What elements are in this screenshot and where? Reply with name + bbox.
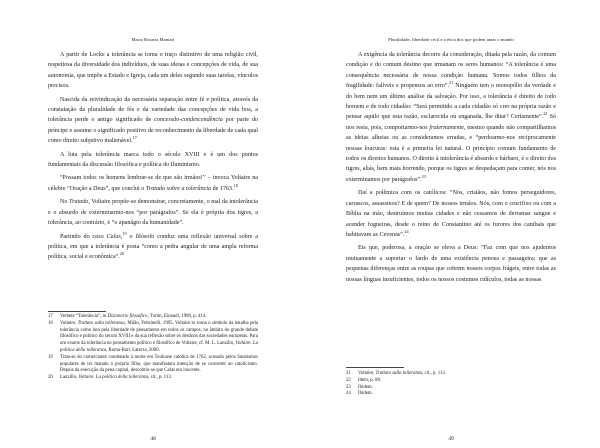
paragraph: A exigência da tolerância decorre da consideração, ditada pela razão, da comum condição e do comum destino que irmanam os seres humanos: “A tolerância é uma consequência necessária de nossa condição humana. Somos todos filhos da fragilidade: falíveis e propensos ao erro”.$^{21}$ Ninguém tem o monopólio da verdade e do bem nem um último análise da salvação. Por isso, a tolerância é direito de todo homem e de todo cidadão: “Será permitido a cada cidadão só crer na própria razão e pensar aquilo que esta razão, esclarecida ou enganada, lhe ditar? Certamente”.$^{22}$ Só nos resta, pois, comportarmo-nos fraternamente, mesmo quando não compartilhamos as ideias alheias ou as consideramos erradas, e “perdoarmo-nos reciprocamente nossas loucuras: esta é a primeira lei natural. O princípio comum fundamento de todos os direitos humanos. O direito à intolerância é absurdo e bárbaro, é o direito dos tigres, aliás, bem mais horrendo, porque os tigres se despedaçam para comer, nós nos exterminamos por parágrafos”.$^{23}$	[346, 52, 557, 183]
italic-text: Tratado sobre a tolerância	[145, 185, 212, 192]
italic-text: Trattato sulla tolleranza	[375, 371, 423, 376]
footnote-number: 21	[346, 371, 351, 376]
paragraph: No Tratado, Voltaire propõe-se demonstrar, concretamente, o mal da intolerância e o absurdo de exterminarmo-nos “por parágrafos”. Se ela é própria dos tigres, a tolerância, ao contrário, é “o apanágio da humanidade”.	[48, 199, 258, 227]
italic-text: Tratado	[69, 199, 89, 206]
paragraph: Partindo do caso Calas,$^{19}$ o filósofo conduz uma reflexão universal sobre a política, em que a tolerância é posta “como a pedra angular de uma ampla reforma política, social e econômica”.$^{20}$	[48, 230, 259, 261]
footnote-ref[interactable]: 24	[404, 228, 409, 234]
footnote-text: Lanzillo, Voltaire. La politica della tolleranza, cit., p. 113.	[60, 375, 172, 381]
footnote-number: 22	[346, 377, 351, 383]
italic-text: caso Calas	[92, 233, 121, 240]
footnote-ref[interactable]: 21	[449, 80, 454, 86]
footnote-number: 24	[346, 391, 351, 397]
running-header-right: Pluralidade, liberdade civil e a ética dos que podem amar o mundo	[388, 37, 514, 42]
italic-text: Voltaire. La politica della tolleranza	[78, 375, 149, 381]
footnote	[346, 391, 556, 398]
footnote	[48, 355, 258, 375]
footnote-ref[interactable]: 22	[543, 111, 548, 117]
footnote-text: Idem, p. 88.	[358, 377, 382, 383]
footnote-text: Voltaire, Trattato sulla tolleranza, Milão, Feltrinelli, 1995. Voltaire se torna o símbolo da batalha pela tolerância como luta pela liberdade de pensamento em todos os campos, no âmbito do grande debate filosófico e político do século XVIII e da sua reflexão sobre os destinos das sociedades europeias. Para um exame da tolerância no pensamento político e filosófico de Voltaire, cf. M. L. Lanzillo, Voltaire. La politica della tolleranza, Roma-Bari, Laterza, 2000.	[60, 320, 258, 353]
quote-paragraph: “Possam todos os homens lembrar-se de que são irmãos!” – invoca Voltaire na célebre “Oração a Deus”, que conclui o Tratado sobre a tolerância de 1763.18	[48, 175, 258, 192]
footnote-number: 17	[48, 314, 53, 319]
footnote-text: Ibidem.	[358, 384, 373, 390]
footnotes-right	[346, 371, 556, 398]
italic-text: concessão-condescendência	[154, 117, 223, 124]
footnote-text: Voltaire, Trattato sulla tolleranza, cit., p. 113.	[358, 371, 446, 376]
footnotes-left	[48, 314, 258, 382]
footnote-number: 20	[48, 375, 53, 381]
italic-text: Trattato sulla tolleranza	[77, 320, 125, 326]
page-number-left: 48	[150, 436, 156, 442]
footnote	[48, 375, 258, 382]
italic-text: Dizionario filosofico	[107, 314, 148, 319]
footnote-ref[interactable]: 19	[122, 230, 127, 236]
footnote-text: Ibidem.	[358, 391, 373, 397]
running-header-left: Maria Rosaria Maniari	[131, 37, 175, 42]
footnote-ref[interactable]: 23	[421, 173, 426, 179]
paragraph: Daí a polêmica com os católicos: “Nós, cristãos, não fomos perseguidores, carrascos, assassinos? E de quem? De nossos irmãos. Nós, com o crucifixo ou com a Bíblia na mão, destruímos muitas cidades e não cessamos de derramar sangue e acender fogueiras, desde o reino de Constantino até os furores dos canibais que habitavam as Cevenas”.$^{24}$	[346, 190, 556, 238]
footnote-divider	[48, 311, 106, 312]
footnote-ref[interactable]: 18	[233, 182, 238, 188]
footnote-number: 18	[48, 320, 53, 326]
body-text-left	[48, 50, 258, 266]
paragraph: Nascida da reivindicação da necessária separação entre fé e política, através da constatação da pluralidade de fés e da variedade das concepções de vida boa, a tolerância perde o antigo significado de concessão-condescendência por parte do príncipe e assume o significado positivo de reconhecimento da liberdade de cada qual como direito subjetivo inalienável.$^{17}$	[48, 96, 258, 145]
left-page	[10, 0, 302, 448]
paragraph: Eis que, poderosa, a oração se eleva a Deus: “Faz com que nos ajudemos mutuamente a suportar o fardo de uma existência penosa e passageira; que as pequenas diferenças entre as roupas que cobrem nossos corpos frágeis, entre todas as nossas línguas insuficientes, todos os nossos costumes ridículos, todas as nossas	[346, 245, 556, 283]
footnote	[48, 314, 258, 321]
footnote-text: Verbete “Tolerância”, in Dizionario filosofico, Turim, Einaudi, 1980, p. 414.	[60, 314, 207, 319]
page-number-right: 49	[448, 436, 454, 442]
footnote	[346, 378, 556, 385]
paragraph: A luta pela tolerância marca todo o século XVIII e é um dos pontos fundamentais da discussão filosófica e política do Iluminismo.	[48, 151, 258, 169]
italic-text: fraternamente	[429, 124, 464, 131]
footnote-number: 19	[48, 354, 53, 360]
footnote-divider	[346, 367, 404, 368]
right-page	[308, 0, 600, 448]
italic-text: Voltaire. La politica della tolleranza	[60, 341, 258, 353]
footnote-number: 23	[346, 384, 351, 390]
paragraph: A partir de Locke a tolerância se torna o traço distintivo de uma religião civil, respeitosa da diversidade dos indivíduos, de suas ideias e concepções de vida, de sua autonomia, que impõe a Estado e Igreja, cada um deles segundo suas tarefas, vínculos precisos.	[48, 52, 258, 90]
footnote	[48, 321, 258, 355]
footnote-text: Trata-se do comerciante condenado à morte em Toulouse católica de 1762, acusado pelos fanatismos populares de ter matado o próprio filho, que manifestara intenção de se converter ao catolicismo. Depois da execução da pena capital, descobriu-se que Calas era inocente.	[60, 354, 258, 374]
footnote	[346, 385, 556, 392]
footnote-ref[interactable]: 20	[119, 251, 125, 257]
body-text-right	[346, 50, 556, 288]
footnote-ref[interactable]: 17	[132, 135, 137, 141]
footnote	[346, 371, 556, 378]
